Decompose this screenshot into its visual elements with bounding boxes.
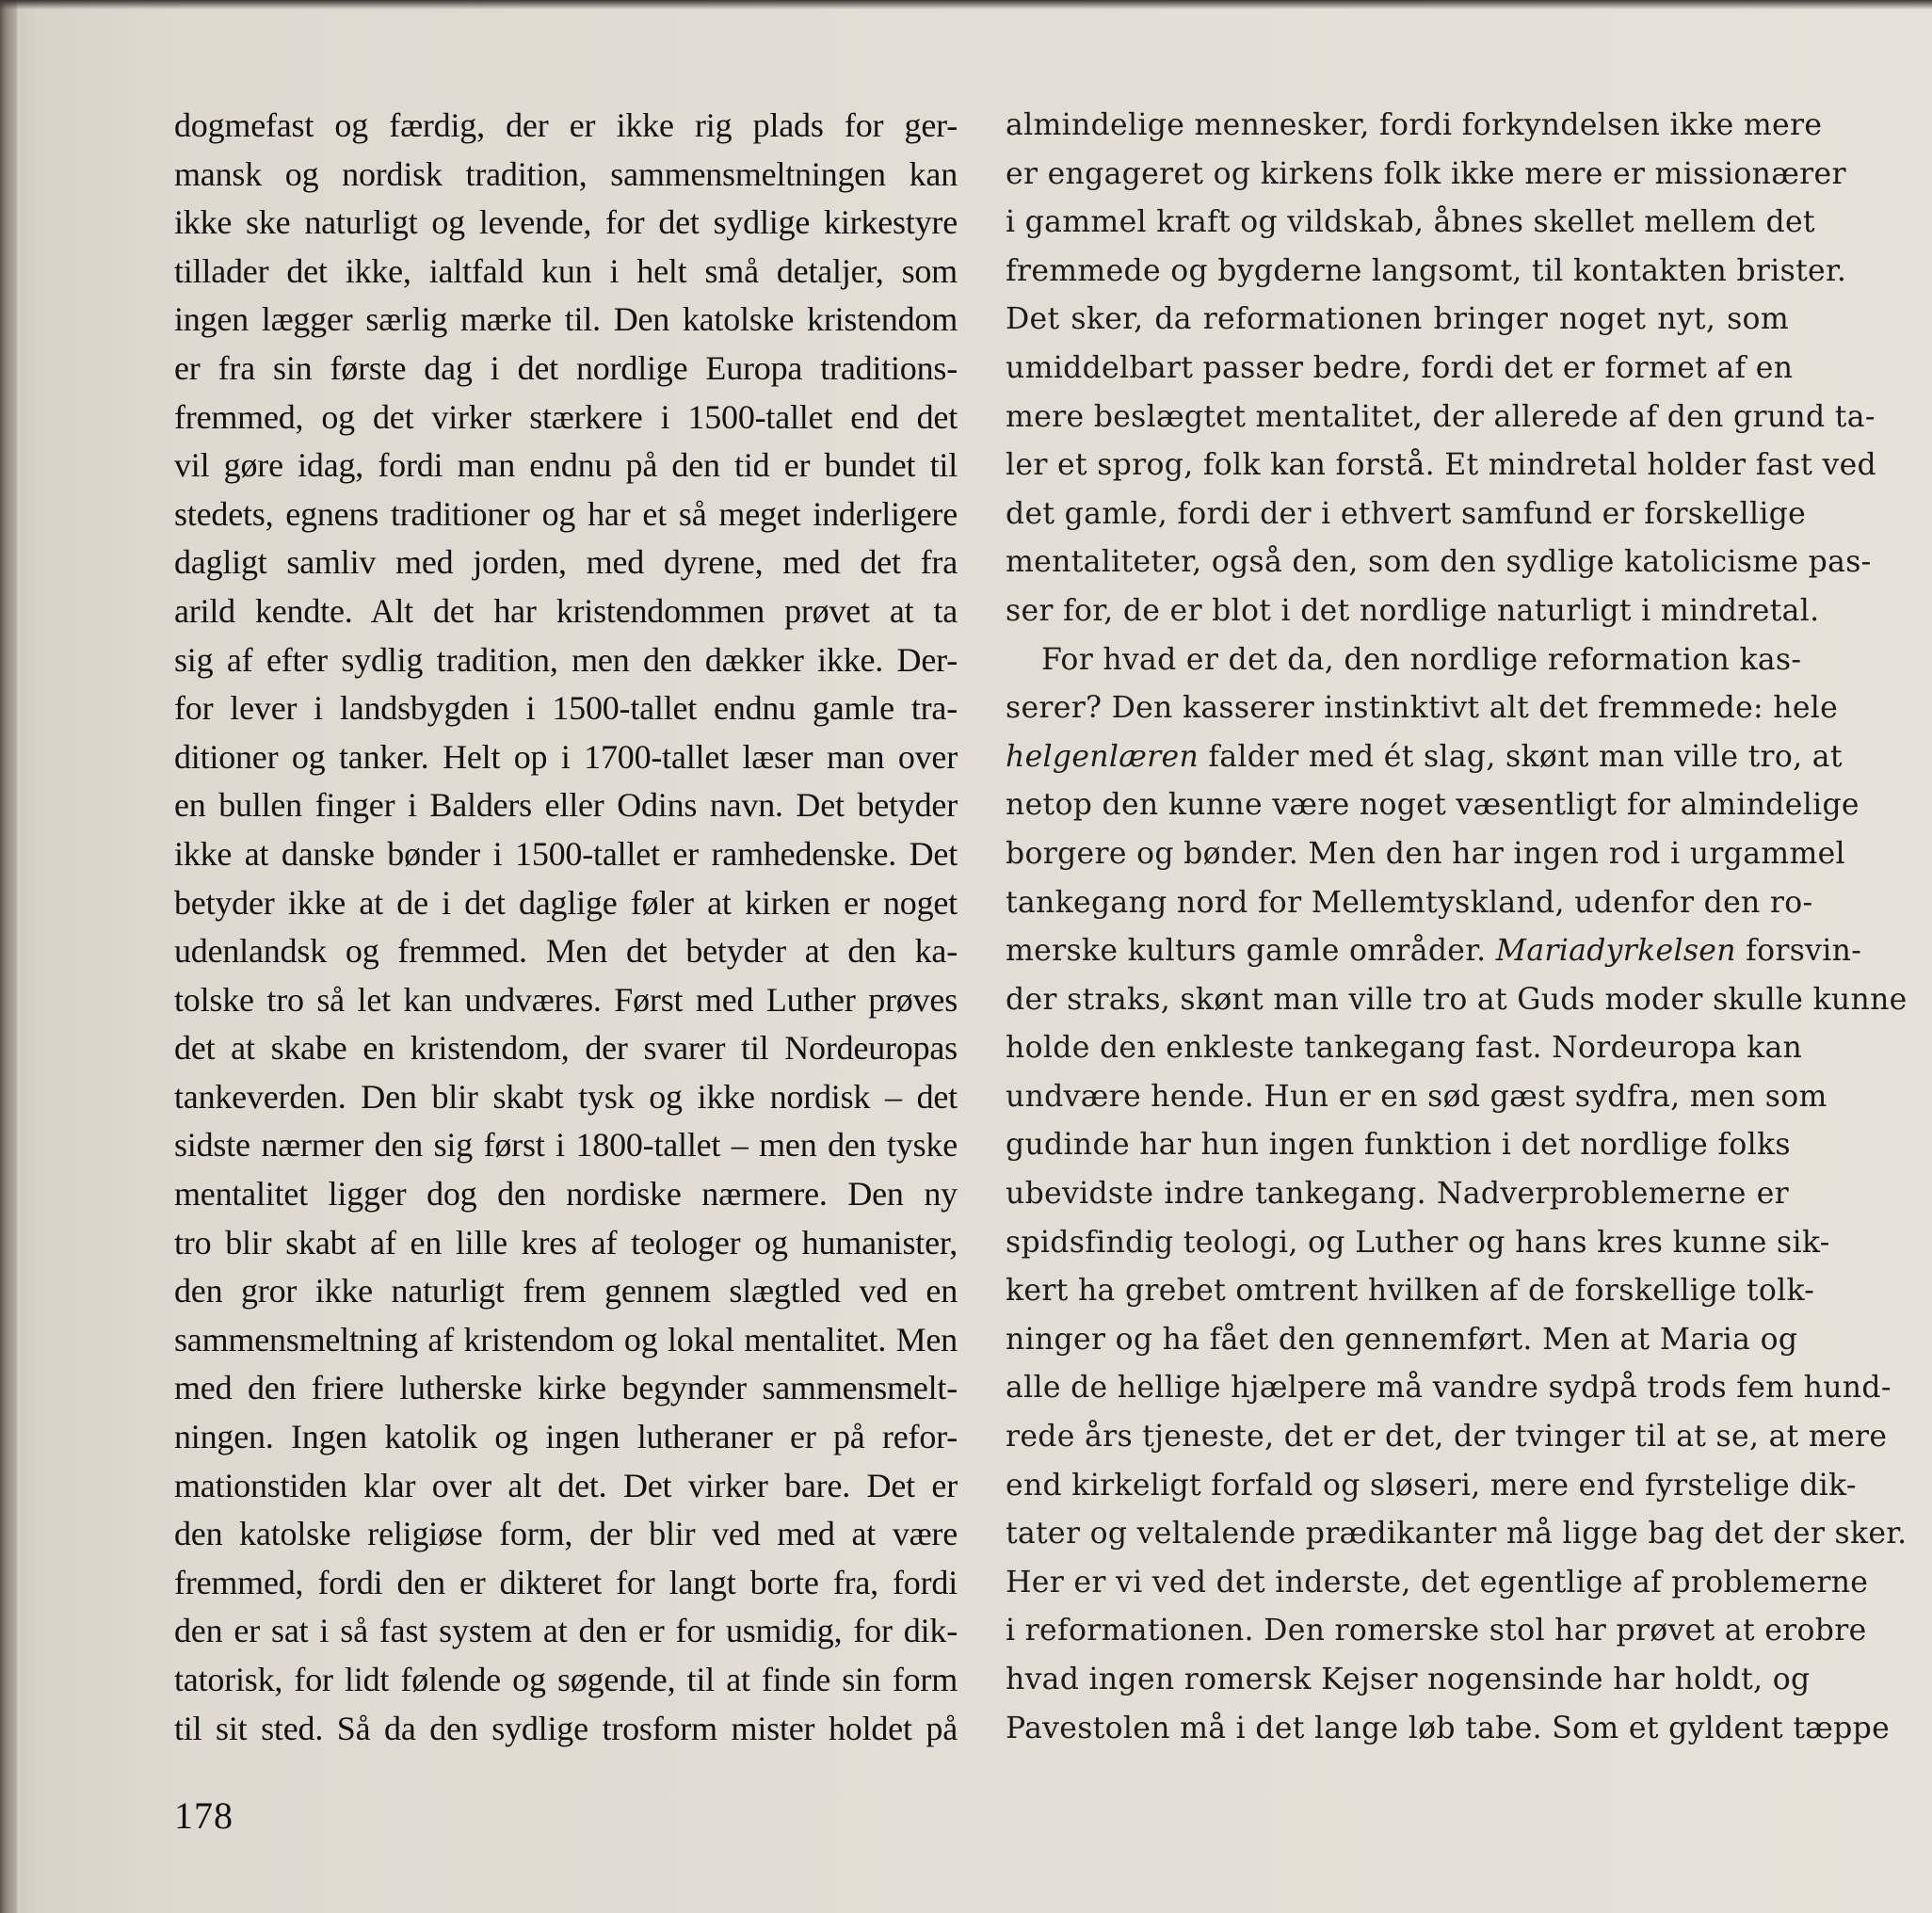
- text-line: mationstiden klar over alt det. Det virker bare. Det er: [174, 1466, 958, 1504]
- text-line: serer? Den kasserer instinktivt alt det fremmede: hele: [1006, 691, 1839, 726]
- text-line: ikke at danske bønder i 1500-tallet er ramhedenske. Det: [174, 834, 958, 873]
- left-text-column: [174, 102, 958, 1753]
- text-fragment: merske kulturs gamle områder.: [1006, 934, 1496, 969]
- text-line: det gamle, fordi der i ethvert samfund er forskellige: [1006, 496, 1807, 531]
- text-line: [1006, 733, 1843, 782]
- text-line: er fra sin første dag i det nordlige Europa traditions-: [174, 348, 958, 387]
- text-fragment: forsvin-: [1735, 934, 1862, 969]
- text-line: arild kendte. Alt det har kristendommen prøvet at ta: [174, 591, 958, 630]
- text-line: der straks, skønt man ville tro at Guds moder skulle kunne: [1006, 982, 1908, 1017]
- text-line: mansk og nordisk tradition, sammensmeltningen kan: [174, 154, 958, 193]
- text-fragment: falder med ét slag, skønt man ville tro, at: [1199, 739, 1843, 774]
- text-line: rede års tjeneste, det er det, der tvinger til at se, at mere: [1006, 1420, 1888, 1455]
- text-line: Det sker, da reformationen bringer noget nyt, som: [1006, 302, 1789, 337]
- text-line: netop den kunne være noget væsentligt for almindelige: [1006, 788, 1860, 823]
- text-line: dagligt samliv med jorden, med dyrene, med det fra: [174, 543, 958, 582]
- text-line: ubevidste indre tankegang. Nadverproblemerne er: [1006, 1177, 1789, 1212]
- text-line: gudinde har hun ingen funktion i det nordlige folks: [1006, 1128, 1791, 1163]
- italic-term-mariadyrkelsen: Mariadyrkelsen: [1495, 934, 1736, 969]
- text-line: Pavestolen må i det lange løb tabe. Som et gyldent tæppe: [1006, 1711, 1891, 1745]
- text-line: umiddelbart passer bedre, fordi det er formet af en: [1006, 350, 1794, 385]
- page-top-shadow: [0, 0, 1932, 9]
- text-line: kert ha grebet omtrent hvilken af de forskellige tolk-: [1006, 1274, 1815, 1309]
- text-line: ningen. Ingen katolik og ingen lutheraner er på refor-: [174, 1418, 958, 1456]
- text-line: mentalitet ligger dog den nordiske nærmere. Den ny: [174, 1175, 958, 1214]
- text-line: ikke ske naturligt og levende, for det sydlige kirkestyre: [174, 203, 958, 242]
- text-line: tatorisk, for lidt følende og søgende, til at finde sin form: [174, 1661, 958, 1698]
- text-line: tankegang nord for Mellemtyskland, udenfor den ro-: [1006, 885, 1813, 920]
- text-line: sammensmeltning af kristendom og lokal mentalitet. Men: [174, 1320, 958, 1358]
- text-line: vil gøre idag, fordi man endnu på den tid er bundet til: [174, 446, 958, 485]
- text-line: almindelige mennesker, fordi forkyndelsen ikke mere: [1006, 108, 1823, 142]
- paragraph-continued: [1006, 102, 1876, 636]
- text-line: fremmede og bygderne langsomt, til kontakten brister.: [1006, 253, 1847, 288]
- text-line: tankeverden. Den blir skabt tysk og ikke nordisk – det: [174, 1077, 958, 1116]
- text-line: betyder ikke at de i det daglige føler at kirken er noget: [174, 883, 958, 922]
- right-text-column: [1006, 102, 1908, 1753]
- text-line: den katolske religiøse form, der blir ved med at være: [174, 1515, 958, 1553]
- italic-term-helgenlaeren: helgenlæren: [1006, 739, 1199, 774]
- text-line: alle de hellige hjælpere må vandre sydpå trods fem hund-: [1006, 1371, 1892, 1406]
- paragraph-reformation: [1006, 636, 1908, 1754]
- text-line: spidsfindig teologi, og Luther og hans kres kunne sik-: [1006, 1225, 1830, 1260]
- paragraph-lines: [1006, 976, 1908, 1754]
- text-line: mere beslægtet mentalitet, der allerede af den grund ta-: [1006, 399, 1876, 434]
- page-number: 178: [174, 1794, 233, 1837]
- text-line: Her er vi ved det inderste, det egentlige af problemerne: [1006, 1565, 1869, 1600]
- text-line: med den friere lutherske kirke begynder sammensmelt-: [174, 1369, 958, 1407]
- text-line: tater og veltalende prædikanter må ligge bag det der sker.: [1006, 1517, 1908, 1551]
- text-line: det at skabe en kristendom, der svarer til Nordeuropas: [174, 1029, 958, 1068]
- text-line: den er sat i så fast system at den er for usmidig, for dik-: [174, 1612, 958, 1650]
- text-line: sidste nærmer den sig først i 1800-tallet – men den tyske: [174, 1126, 958, 1165]
- text-line: til sit sted. Så da den sydlige trosform mister holdet på: [174, 1709, 958, 1747]
- text-line: ninger og ha fået den gennemført. Men at Maria og: [1006, 1322, 1798, 1357]
- book-gutter: [0, 0, 17, 1913]
- text-line: udenlandsk og fremmed. Men det betyder at den ka-: [174, 932, 958, 971]
- text-line: For hvad er det da, den nordlige reformation kas-: [1041, 642, 1802, 677]
- text-line: end kirkeligt forfald og sløseri, mere end fyrstelige dik-: [1006, 1468, 1857, 1503]
- text-line: en bullen finger i Balders eller Odins navn. Det betyder: [174, 786, 958, 825]
- text-line: tillader det ikke, ialtfald kun i helt små detaljer, som: [174, 251, 958, 290]
- text-line: fremmed, og det virker stærkere i 1500-tallet end det: [174, 397, 958, 436]
- text-line: den gror ikke naturligt frem gennem slægtled ved en: [174, 1272, 958, 1310]
- text-line: ingen lægger særlig mærke til. Den katolske kristendom: [174, 300, 958, 339]
- text-line: dogmefast og færdig, der er ikke rig plads for ger-: [174, 106, 958, 144]
- text-line: tro blir skabt af en lille kres af teologer og humanister,: [174, 1223, 958, 1262]
- text-line: i reformationen. Den romerske stol har prøvet at erobre: [1006, 1614, 1867, 1648]
- text-line: er engageret og kirkens folk ikke mere er missionærer: [1006, 156, 1846, 191]
- text-line: tolske tro så let kan undværes. Først med Luther prøves: [174, 980, 958, 1019]
- text-line: mentaliteter, også den, som den sydlige katolicisme pas-: [1006, 545, 1872, 580]
- text-line: fremmed, fordi den er dikteret for langt borte fra, fordi: [174, 1563, 958, 1601]
- text-line: undvære hende. Hun er en sød gæst sydfra, men som: [1006, 1079, 1827, 1114]
- text-line: hvad ingen romersk Kejser nogensinde har holdt, og: [1006, 1663, 1811, 1696]
- text-line: ditioner og tanker. Helt op i 1700-tallet læser man over: [174, 737, 958, 776]
- text-line: i gammel kraft og vildskab, åbnes skellet mellem det: [1006, 205, 1815, 240]
- text-line: sig af efter sydlig tradition, men den dækker ikke. Der-: [174, 640, 958, 679]
- text-line: for lever i landsbygden i 1500-tallet endnu gamle tra-: [174, 689, 958, 728]
- text-line: [1006, 927, 1862, 976]
- text-line: borgere og bønder. Men den har ingen rod i urgammel: [1006, 836, 1845, 871]
- text-line: holde den enkleste tankegang fast. Nordeuropa kan: [1006, 1031, 1803, 1066]
- text-line: ler et sprog, folk kan forstå. Et mindretal holder fast ved: [1006, 448, 1876, 483]
- text-line: ser for, de er blot i det nordlige naturligt i mindretal.: [1006, 593, 1820, 628]
- text-line: stedets, egnens traditioner og har et så meget inderligere: [174, 494, 958, 533]
